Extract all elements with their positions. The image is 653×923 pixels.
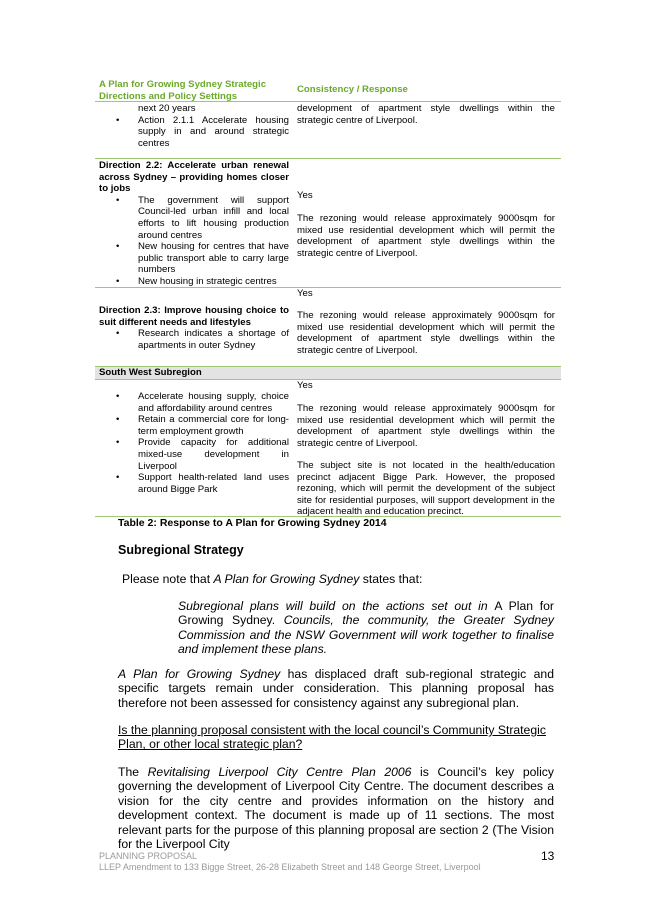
table-rule [95, 101, 561, 102]
list-item: • New housing in strategic centres [99, 276, 289, 288]
text: Please note that [122, 572, 214, 586]
text: Subregional plans will build on the actions set out in [178, 599, 495, 613]
row4-response-yes: Yes [297, 380, 313, 391]
table-row-direction-2-3 [99, 305, 289, 351]
row2-response-yes: Yes [297, 190, 313, 201]
text: has displaced draft sub-regional strategic and specific targets remain under consideration. This planning proposal has therefore not been assessed for consistency against any subregional plan. [118, 667, 554, 710]
row2-response: The rezoning would release approximately 9000sqm for mixed use residential development which will permit the development of apartment style dwellings within the strategic centre of Liverpool. [297, 213, 555, 259]
text: states that: [359, 572, 423, 586]
footer-title: PLANNING PROPOSAL [99, 851, 198, 861]
text: The [118, 765, 148, 779]
row4-response-2: The subject site is not located in the health/education precinct adjacent Bigge Park. However, the proposed rezoning, which will permit the development of the subject site for residential purposes, will support development in the adjacent health and education precinct. [297, 460, 555, 518]
text: Councils, the community, the Greater Sydney Commission and the NSW Government will work together to finalise and implement these plans. [178, 613, 554, 657]
direction-2-2-title: Direction 2.2: Accelerate urban renewal across Sydney – providing homes closer to jobs [99, 160, 289, 195]
text: is Council’s key policy governing the development of Liverpool City Centre. The document describes a vision for the city centre and provides information on the history and development context. The document is made up of 11 sections. The most relevant parts for the purpose of this planning proposal are section 2 (The Vision for the Liverpool City [118, 765, 554, 852]
list-item: • The government will support Council-led urban infill and local efforts to lift housing production around centres [99, 195, 289, 241]
text-emphasis: Revitalising Liverpool City Centre Plan 2006 [147, 765, 412, 779]
row3-response: The rezoning would release approximately 9000sqm for mixed use residential development which will permit the development of apartment style dwellings within the strategic centre of Liverpool. [297, 310, 555, 356]
row1-continued-text: next 20 years [138, 103, 196, 114]
question-heading: Is the planning proposal consistent with the local council’s Community Strategic Plan, or other local strategic plan? [118, 723, 546, 752]
table-row-continued-left [99, 103, 289, 149]
list-item: • Support health-related land uses around Bigge Park [99, 472, 289, 495]
direction-2-3-title: Direction 2.3: Improve housing choice to suit different needs and lifestyles [99, 305, 289, 328]
page-number: 13 [541, 849, 555, 863]
table-header-response: Consistency / Response [297, 84, 408, 95]
block-quote [178, 599, 554, 657]
row1-response: development of apartment style dwellings within the strategic centre of Liverpool. [297, 103, 555, 126]
list-item: • Accelerate housing supply, choice and affordability around centres [99, 391, 289, 414]
paragraph-displaced [118, 667, 554, 710]
table-row-direction-2-2 [99, 160, 289, 288]
list-item: • New housing for centres that have public transport able to carry large numbers [99, 241, 289, 276]
list-item: • Provide capacity for additional mixed-use development in Liverpool [99, 437, 289, 472]
list-item: • Retain a commercial core for long-term employment growth [99, 414, 289, 437]
paragraph-revitalising [118, 765, 554, 851]
text: A Plan for Growing Sydney. [178, 599, 554, 628]
table-row-south-west [99, 391, 289, 495]
text-emphasis: A Plan for Growing Sydney [213, 572, 360, 586]
table-header-directions: A Plan for Growing Sydney Strategic Directions and Policy Settings [99, 79, 267, 102]
paragraph-please-note [122, 572, 558, 586]
list-item: • Action 2.1.1 Accelerate housing supply in and around strategic centres [99, 115, 289, 150]
text-emphasis: A Plan for Growing Sydney [118, 667, 281, 681]
table-rule [95, 158, 561, 159]
section-label-south-west-subregion: South West Subregion [99, 367, 202, 378]
row4-response-1: The rezoning would release approximately 9000sqm for mixed use residential development which will permit the development of apartment style dwellings within the strategic centre of Liverpool. [297, 403, 555, 449]
list-item: • Research indicates a shortage of apartments in outer Sydney [99, 328, 289, 351]
table-caption: Table 2: Response to A Plan for Growing Sydney 2014 [118, 517, 387, 529]
footer-subtitle: LLEP Amendment to 133 Bigge Street, 26-28 Elizabeth Street and 148 George Street, Liverpool [99, 862, 481, 872]
section-heading-subregional-strategy: Subregional Strategy [118, 543, 244, 557]
row3-response-yes: Yes [297, 288, 313, 299]
